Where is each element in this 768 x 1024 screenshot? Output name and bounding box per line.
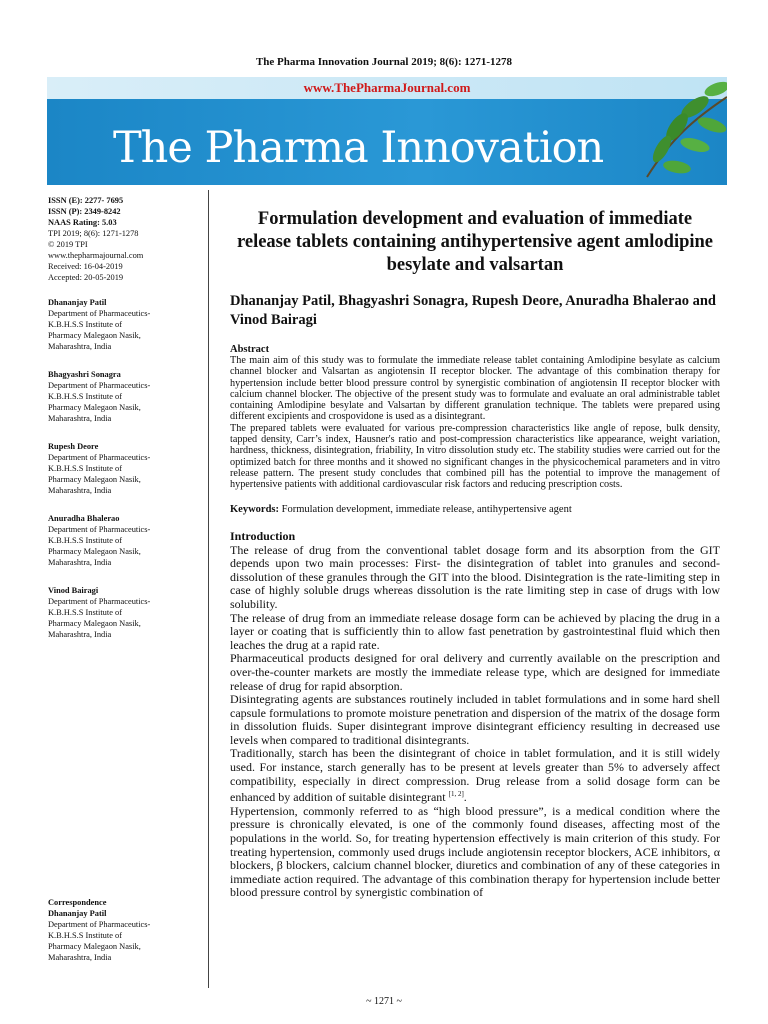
affiliation-line: Maharashtra, India <box>48 558 112 567</box>
intro-paragraph-text: Traditionally, starch has been the disintegrant of choice in tablet formulation, and it is still widely used. For instance, starch generally has to be present at levels greater than 5% to adversely affect compatibility, especially in direct compression. Drug release from a solid dosage form can be enhanced by addition of suitable disintegrant <box>230 746 720 805</box>
intro-paragraph: The release of drug from the conventional tablet dosage form and its absorption from the GIT depends upon two main processes: First- the disintegration of tablet into granules and second- dissolution of these granules through the GIT into the blood. Disintegration is the rate-limiting step in case of highly soluble drugs whereas dissolution is the rate limiting step in case of drugs with low solubility. <box>230 542 720 611</box>
affiliation-line: K.B.H.S.S Institute of <box>48 608 122 617</box>
abstract-paragraph: The prepared tablets were evaluated for various pre-compression characteristics like angle of repose, bulk density, tapped density, Carr’s index, Hausner's ratio and post-compression characteristics like appearance, weight variation, hardness, thickness, disintegration, friability, In vitro dissolution study etc. The stability studies were carried out for the optimized batch for three months and it showed no significant changes in the physicochemical parameters and in vitro release pattern. The present study concludes that combined pill has the potential to improve the management of hypertensive patients with additional cardiovascular risk factors and reducing prescription costs. <box>230 422 720 491</box>
sidebar-author <box>48 585 188 640</box>
affiliation-line: Maharashtra, India <box>48 414 112 423</box>
received-date: Received: 16-04-2019 <box>48 262 123 271</box>
affiliation-line: K.B.H.S.S Institute of <box>48 536 122 545</box>
journal-header: The Pharma Innovation Journal 2019; 8(6): 1271-1278 <box>255 56 513 68</box>
affiliation-line: Department of Pharmaceutics- <box>48 920 151 929</box>
affiliation-line: Department of Pharmaceutics- <box>48 525 151 534</box>
meta-block <box>48 195 188 283</box>
intro-paragraph: Pharmaceutical products designed for oral delivery and currently available on the prescription and over-the-counter markets are mostly the immediate release type, which are designed for immediate release of drug for rapid absorption. <box>230 651 720 693</box>
keywords-text: Formulation development, immediate release, antihypertensive agent <box>281 503 572 515</box>
website[interactable]: www.thepharmajournal.com <box>48 251 144 260</box>
affiliation-line: Pharmacy Malegaon Nasik, <box>48 547 141 556</box>
journal-banner <box>47 77 727 185</box>
affiliation-line: K.B.H.S.S Institute of <box>48 392 122 401</box>
correspondence-name: Dhananjay Patil <box>48 909 107 918</box>
author-name: Bhagyashri Sonagra <box>48 370 121 379</box>
affiliation-line: K.B.H.S.S Institute of <box>48 464 122 473</box>
affiliation-line: Pharmacy Malegaon Nasik, <box>48 619 141 628</box>
affiliation-line: Department of Pharmaceutics- <box>48 453 151 462</box>
correspondence-heading: Correspondence <box>48 898 107 907</box>
introduction-heading: Introduction <box>230 528 296 543</box>
author-name: Anuradha Bhalerao <box>48 514 120 523</box>
affiliation-line: K.B.H.S.S Institute of <box>48 931 122 940</box>
page-number: ~ 1271 ~ <box>366 996 402 1007</box>
article-title: Formulation development and evaluation of immediate release tablets containing antihypertensive agent amlodipine besylate and valsartan <box>236 209 714 275</box>
tpi-ref: TPI 2019; 8(6): 1271-1278 <box>48 229 139 238</box>
author-name: Rupesh Deore <box>48 442 99 451</box>
intro-paragraph: The release of drug from an immediate release dosage form can be achieved by placing the drug in a layer or coating that is sufficiently thin to allow fast penetration by gastrointestinal fluid which then leaches the drug at a rapid rate. <box>230 610 720 652</box>
sidebar <box>48 195 188 640</box>
affiliation-line: Maharashtra, India <box>48 486 112 495</box>
keywords-label: Keywords: <box>230 503 279 515</box>
column-divider <box>208 190 209 988</box>
article-body <box>230 208 720 900</box>
naas-rating: NAAS Rating: 5.03 <box>48 218 117 227</box>
author-name: Dhananjay Patil <box>48 298 107 307</box>
affiliation-line: Pharmacy Malegaon Nasik, <box>48 942 141 951</box>
sentence-end: . <box>463 790 467 805</box>
affiliation-line: Maharashtra, India <box>48 630 112 639</box>
abstract-heading: Abstract <box>230 344 270 355</box>
accepted-date: Accepted: 20-05-2019 <box>48 273 124 282</box>
sidebar-author <box>48 513 188 568</box>
issn-p: ISSN (P): 2349-8242 <box>48 207 121 216</box>
leaf-branch-icon <box>577 77 727 185</box>
affiliation-line: Pharmacy Malegaon Nasik, <box>48 403 141 412</box>
keywords <box>230 504 720 515</box>
citation-ref[interactable]: [1, 2] <box>448 790 464 799</box>
article-authors: Dhananjay Patil, Bhagyashri Sonagra, Rupesh Deore, Anuradha Bhalerao and Vinod Bairagi <box>230 293 716 328</box>
intro-paragraph: Disintegrating agents are substances routinely included in tablet formulations and in some hard shell capsule formulations to promote moisture penetration and dispersion of the matrix of the dosage form in dissolution fluids. Super disintegrant improve disintegrant efficiency resulting in decreased use levels when compared to traditional disintegrants. <box>230 692 720 747</box>
sidebar-author <box>48 441 188 496</box>
sidebar-author <box>48 369 188 424</box>
affiliation-line: K.B.H.S.S Institute of <box>48 320 122 329</box>
affiliation-line: Maharashtra, India <box>48 342 112 351</box>
affiliation-line: Department of Pharmaceutics- <box>48 309 151 318</box>
intro-paragraph <box>230 747 720 804</box>
affiliation-line: Maharashtra, India <box>48 953 112 962</box>
copyright: © 2019 TPI <box>48 240 88 249</box>
correspondence-block <box>48 897 188 963</box>
sidebar-author <box>48 297 188 352</box>
issn-e: ISSN (E): 2277- 7695 <box>48 196 124 205</box>
banner-title: The Pharma Innovation <box>113 123 604 173</box>
affiliation-line: Pharmacy Malegaon Nasik, <box>48 331 141 340</box>
intro-paragraph: Hypertension, commonly referred to as “high blood pressure”, is a medical condition where the pressure is chronically elevated, is one of the commonly found diseases, affecting most of the populations in the world. So, for treating hypertension effectively is main criterion of this study. For treating hypertension, commonly used drugs include angiotensin receptor blockers, ACE inhibitors, α blockers, β blockers, calcium channel blocker, diuretics and combination of any of these categories in immediate action required. The advantage of this combination therapy for hypertension include better blood pressure control by synergistic combination of <box>230 803 720 900</box>
abstract-paragraph: The main aim of this study was to formulate the immediate release tablet containing Amlodipine besylate as calcium channel blocker and Valsartan as angiotensin II receptor blocker. The advantage of this combination therapy for hypertension include better blood pressure control by synergistic combination of angiotensin II receptor blocker with calcium channel blocker. The objective of the present study was to formulate and evaluate an oral administrable tablet containing Amlodipine besylate and Valsartan by different granulation technique. The tablets were prepared using different excipients and crospovidone is used as a disintegrant. <box>230 355 720 423</box>
affiliation-line: Pharmacy Malegaon Nasik, <box>48 475 141 484</box>
affiliation-line: Department of Pharmaceutics- <box>48 381 151 390</box>
affiliation-line: Department of Pharmaceutics- <box>48 597 151 606</box>
author-name: Vinod Bairagi <box>48 586 99 595</box>
journal-url[interactable]: www.ThePharmaJournal.com <box>303 80 471 95</box>
